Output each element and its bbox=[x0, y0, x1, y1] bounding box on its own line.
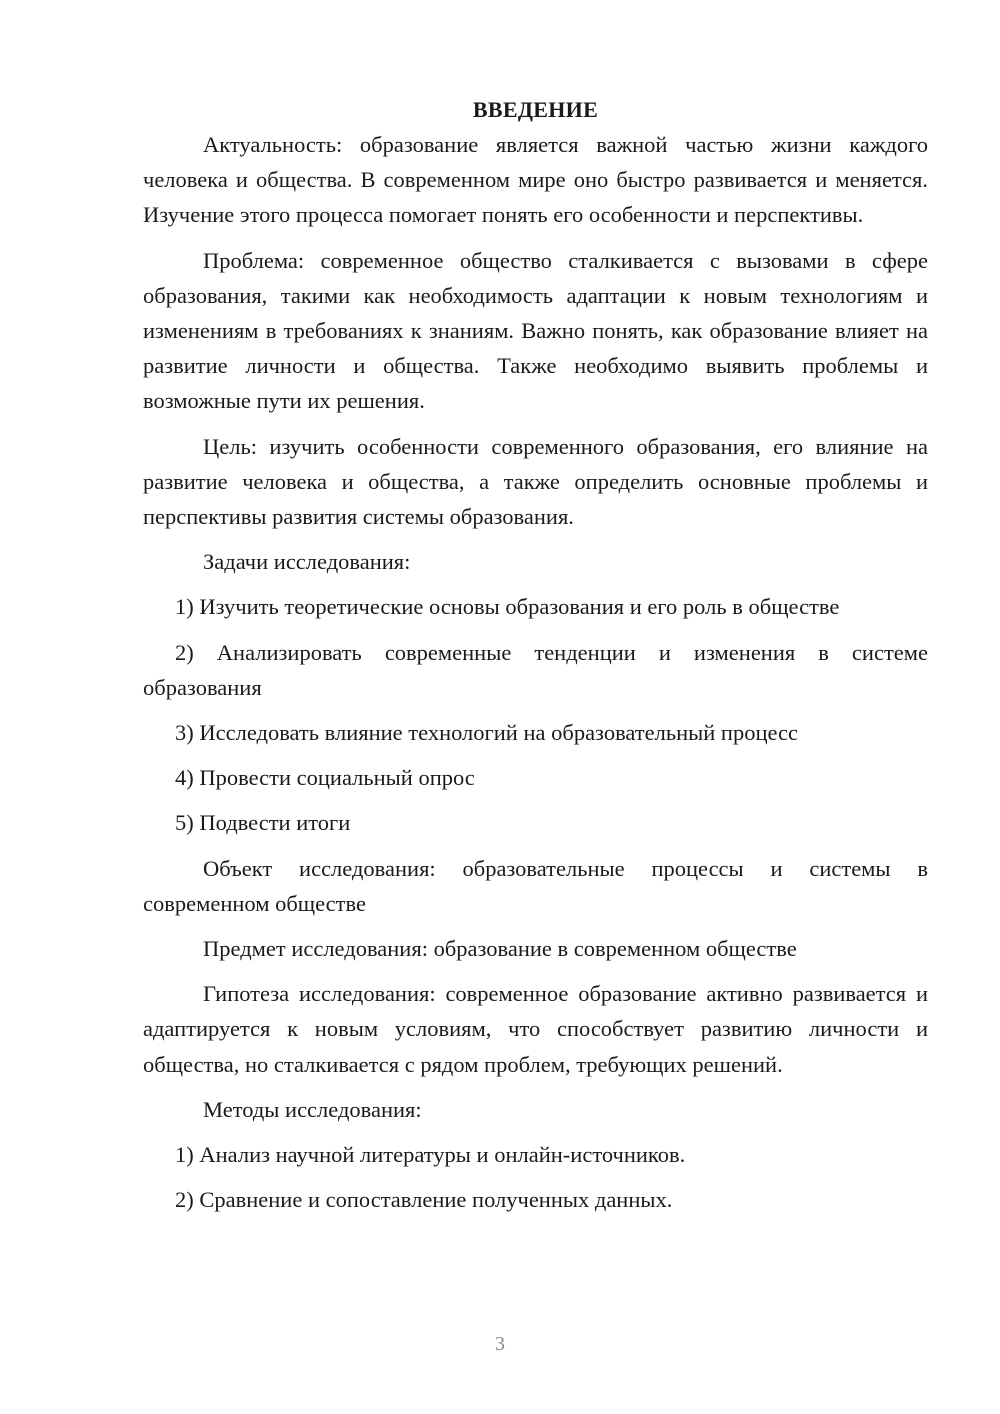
subject-paragraph: Предмет исследования: образование в современном обществе bbox=[203, 936, 797, 962]
document-page bbox=[143, 92, 928, 1217]
goal-paragraph: Цель: изучить особенности современного образования, его влияние на развитие человека и общества, а также определить основные проблемы и перспективы развития системы образования. bbox=[143, 433, 928, 530]
problem-paragraph: Проблема: современное общество сталкивается с вызовами в сфере образования, такими как необходимость адаптации к новым технологиям и изменениям в требованиях к знаниям. Важно понять, как образование влияет на развитие личности и общества. Также необходимо выявить проблемы и возможные пути их решения. bbox=[143, 247, 928, 414]
method-item: 1) Анализ научной литературы и онлайн-источников. bbox=[175, 1142, 686, 1168]
method-item: 2) Сравнение и сопоставление полученных данных. bbox=[175, 1187, 673, 1213]
relevance-paragraph: Актуальность: образование является важной частью жизни каждого человека и общества. В современном мире оно быстро развивается и меняется. Изучение этого процесса помогает понять его особенности и перспективы. bbox=[143, 132, 928, 228]
task-item: 4) Провести социальный опрос bbox=[175, 765, 475, 791]
methods-heading: Методы исследования: bbox=[203, 1096, 422, 1122]
tasks-heading: Задачи исследования: bbox=[203, 549, 411, 575]
hypothesis-paragraph: Гипотеза исследования: современное образование активно развивается и адаптируется к новым условиям, что способствует развитию личности и общества, но сталкивается с рядом проблем, требующих решений. bbox=[143, 981, 928, 1077]
task-item: 1) Изучить теоретические основы образования и его роль в обществе bbox=[175, 594, 840, 620]
page-number: 3 bbox=[495, 1333, 505, 1355]
task-item: 2) Анализировать современные тенденции и изменения в системе образования bbox=[143, 639, 928, 700]
object-paragraph: Объект исследования: образовательные процессы и системы в современном обществе bbox=[143, 855, 928, 916]
task-item: 5) Подвести итоги bbox=[175, 810, 351, 836]
page-title: ВВЕДЕНИЕ bbox=[472, 97, 599, 122]
task-item: 3) Исследовать влияние технологий на образовательный процесс bbox=[175, 720, 799, 746]
